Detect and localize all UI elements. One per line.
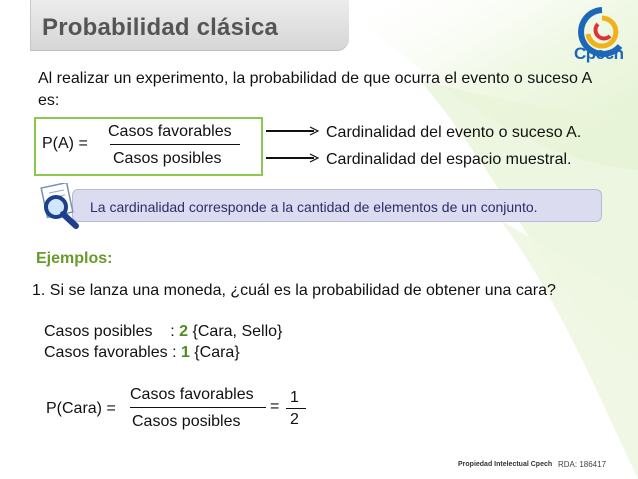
arrow-right-icon bbox=[266, 126, 322, 136]
casos-favorables-line bbox=[44, 344, 240, 362]
page-title: Probabilidad clásica bbox=[42, 14, 279, 41]
casos-posibles-line bbox=[44, 323, 282, 341]
footer-owner: Propiedad Intelectual Cpech bbox=[458, 461, 553, 468]
posibles-set: {Cara, Sello} bbox=[188, 323, 283, 340]
equals-sign: = bbox=[270, 398, 280, 415]
posibles-label: Casos posibles : bbox=[44, 323, 180, 340]
footer-rda: RDA: 186417 bbox=[558, 460, 607, 469]
posibles-count: 2 bbox=[179, 323, 189, 340]
result-fraction-bar bbox=[286, 408, 306, 409]
example-fraction-bar bbox=[130, 407, 266, 408]
favorables-label: Casos favorables : bbox=[44, 344, 181, 361]
note-text: La cardinalidad corresponde a la cantidad de elementos de un conjunto. bbox=[90, 199, 538, 215]
numerator-description: Cardinalidad del evento o suceso A. bbox=[326, 124, 582, 141]
intro-text: Al realizar un experimento, la probabilidad de que ocurra el evento o suceso A es: bbox=[38, 70, 592, 109]
denominator-description: Cardinalidad del espacio muestral. bbox=[326, 151, 572, 168]
example-formula-label: P(Cara) = bbox=[46, 400, 116, 417]
formula-numerator: Casos favorables bbox=[108, 123, 232, 140]
example-formula-denominator: Casos posibles bbox=[132, 413, 241, 430]
example-formula-numerator: Casos favorables bbox=[130, 386, 254, 403]
example-question: 1. Si se lanza una moneda, ¿cuál es la probabilidad de obtener una cara? bbox=[32, 282, 556, 299]
result-numerator: 1 bbox=[290, 389, 299, 406]
examples-heading: Ejemplos: bbox=[36, 250, 113, 267]
formula-label: P(A) = bbox=[42, 135, 88, 152]
fraction-bar bbox=[110, 144, 240, 145]
logo-text: Cpech bbox=[574, 44, 624, 63]
result-denominator: 2 bbox=[290, 411, 299, 428]
arrow-right-icon bbox=[266, 153, 322, 163]
formula-denominator: Casos posibles bbox=[113, 150, 222, 167]
favorables-set: {Cara} bbox=[189, 344, 240, 361]
magnifier-icon bbox=[36, 183, 84, 229]
favorables-count: 1 bbox=[180, 344, 190, 361]
